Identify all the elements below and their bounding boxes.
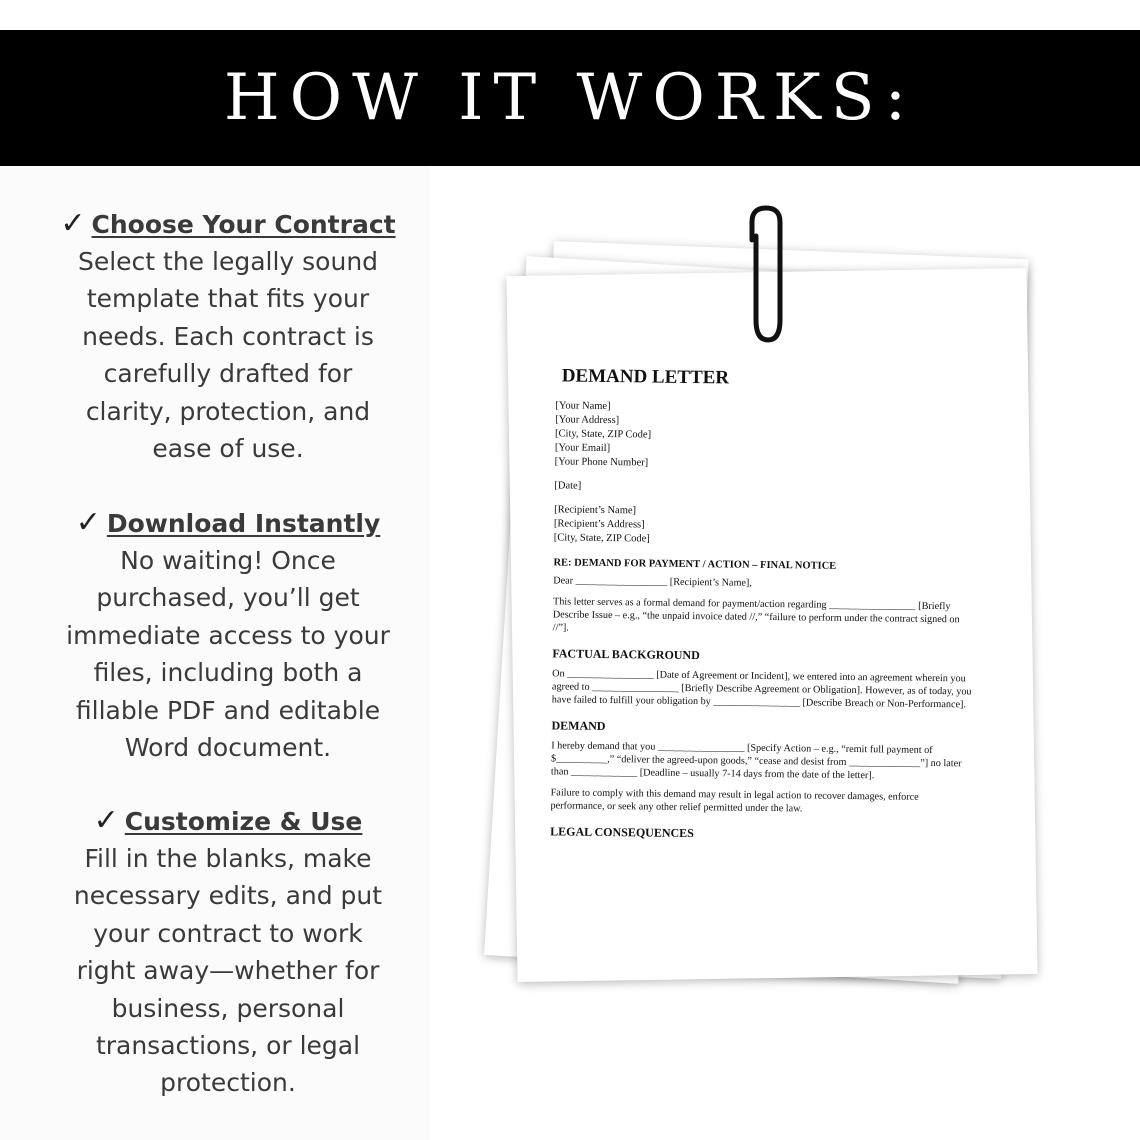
salutation: Dear __________________ [Recipient’s Name], — [553, 575, 752, 589]
demand-letter — [550, 365, 976, 850]
step-description — [28, 542, 428, 766]
sender-block: [Your Name] [Your Address] [City, State, ZIP Code] [Your Email] [Your Phone Number] — [554, 400, 652, 469]
text-line: your contract to work — [93, 918, 363, 948]
checkmark-icon: ✓ — [75, 505, 101, 540]
step-description — [28, 243, 428, 467]
document-preview — [506, 268, 1037, 982]
text-line: purchased, you’ll get — [96, 583, 360, 613]
text-line: business, personal — [111, 993, 345, 1023]
section-heading: LEGAL CONSEQUENCES — [550, 824, 694, 841]
step-customize-use — [28, 803, 428, 1102]
step-title: Download Instantly — [106, 509, 381, 538]
section-heading: DEMAND — [551, 718, 606, 733]
text-line: immediate access to your — [66, 620, 390, 650]
page-title: HOW IT WORKS: — [223, 61, 917, 135]
text-line: template that fits your — [86, 284, 370, 314]
step-choose-contract — [28, 206, 428, 467]
recipient-block: [Recipient’s Name] [Recipient’s Address] [City, State, ZIP Code] — [553, 504, 650, 545]
text-line: right away—whether for — [76, 956, 380, 986]
background-paragraph: On _________________ [Date of Agreement or Incident], we entered into an agreement wherein you agreed to _________________ [Briefly Describe Agreement or Obligation]. However, as of today, you have failed to fulfill your obligation by _________________ [Describe Breach or Non-Performance]. — [551, 668, 972, 711]
text-line: files, including both a — [93, 658, 363, 688]
step-title: Choose Your Contract — [91, 210, 396, 239]
failure-paragraph: Failure to comply with this demand may result in legal action to recover damages, enforce performance, or seek any other relief permitted under the law. — [550, 787, 919, 815]
text-line: Select the legally sound — [77, 247, 379, 276]
text-line: necessary edits, and put — [73, 881, 383, 911]
text-line: clarity, protection, and — [85, 396, 371, 426]
step-description — [28, 840, 428, 1102]
text-line: protection. — [160, 1068, 296, 1098]
checkmark-icon: ✓ — [93, 803, 119, 838]
intro-paragraph: This letter serves as a formal demand for payment/action regarding _________________ [Briefly Describe Issue – e.g., “the unpaid invoice dated //,” “failure to perform under the contract signed on //”]. — [552, 596, 960, 634]
demand-paragraph: I hereby demand that you _________________ [Specify Action – e.g., “remit full payment of $__________,” “deliver the agreed-upon goods,” “cease and desist from ______________”] no later than _____________ [Deadline – usually 7-14 days from the date of the letter]. — [550, 740, 962, 782]
text-line: ease of use. — [152, 434, 304, 464]
checkmark-icon: ✓ — [60, 206, 86, 241]
step-title: Customize & Use — [124, 807, 363, 836]
text-line: Word document. — [124, 733, 332, 763]
header-banner — [0, 30, 1140, 166]
text-line: needs. Each contract is — [82, 321, 374, 351]
text-line: carefully drafted for — [103, 359, 353, 389]
section-heading: FACTUAL BACKGROUND — [552, 646, 700, 663]
date-line: [Date] — [554, 480, 582, 492]
text-line: Fill in the blanks, make — [84, 844, 372, 873]
subject-line: RE: DEMAND FOR PAYMENT / ACTION – FINAL NOTICE — [553, 557, 837, 572]
text-line: No waiting! Once — [120, 546, 336, 575]
step-download-instantly — [28, 505, 428, 766]
paperclip-icon — [730, 200, 806, 350]
document-title: DEMAND LETTER — [561, 365, 730, 389]
text-line: fillable PDF and editable — [75, 695, 381, 725]
text-line: transactions, or legal — [95, 1031, 361, 1061]
